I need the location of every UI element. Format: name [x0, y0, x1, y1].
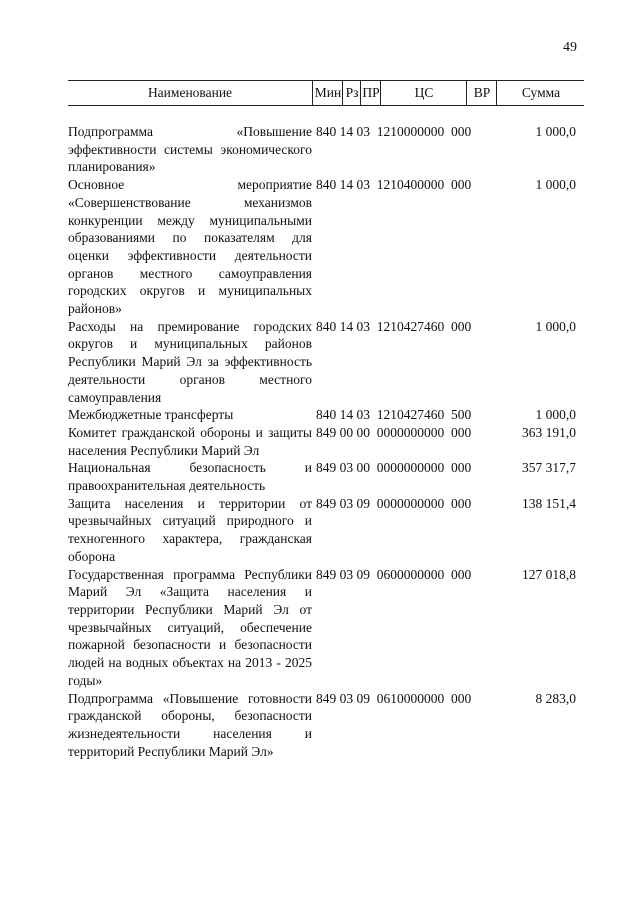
- row-sum: 138 151,4: [522, 495, 576, 511]
- row-name: Национальная безопасность и правоохранительная деятельность: [68, 460, 312, 494]
- table-row: [68, 690, 584, 761]
- row-codes: 849 00 00 0000000000 000: [316, 424, 472, 440]
- table-row: [68, 176, 584, 318]
- header-pr: ПР: [360, 81, 381, 105]
- row-sum: 1 000,0: [535, 124, 576, 139]
- row-codes: 849 03 09 0600000000 000: [316, 566, 472, 582]
- row-sum: 357 317,7: [522, 460, 576, 476]
- row-name: Комитет гражданской обороны и защиты населения Республики Марий Эл: [68, 424, 312, 458]
- row-codes: 849 03 09 0610000000 000: [316, 690, 472, 706]
- header-vr: ВР: [466, 81, 497, 105]
- row-sum: 1 000,0: [535, 407, 576, 423]
- row-sum: 1 000,0: [535, 177, 576, 193]
- header-name: Наименование: [147, 85, 233, 100]
- row-codes: 849 03 00 0000000000 000: [316, 460, 472, 476]
- row-sum: 1 000,0: [535, 318, 576, 334]
- header-rz: Рз: [342, 81, 361, 105]
- header-sum: Сумма: [496, 81, 585, 105]
- row-codes: 840 14 03 1210000000 000: [316, 124, 472, 139]
- table-body: [68, 106, 584, 760]
- row-codes: 840 14 03 1210427460 500: [316, 407, 472, 423]
- table-row: [68, 123, 584, 176]
- row-name: Межбюджетные трансферты: [68, 407, 234, 423]
- budget-table: [68, 80, 584, 760]
- row-sum: 127 018,8: [522, 566, 576, 582]
- row-name: Основное мероприятие «Совершенствование механизмов конкуренции между муниципальными образованиями по показателям для оценки эффективности деятельности органов местного самоуправления городских округов и муниципальных районов»: [68, 177, 312, 317]
- header-cs: ЦС: [380, 81, 467, 105]
- table-row: [68, 424, 584, 459]
- row-codes: 849 03 09 0000000000 000: [316, 495, 472, 511]
- row-name: Подпрограмма «Повышение готовности гражданской обороны, безопасности жизнедеятельности населения и территорий Республики Марий Эл»: [68, 690, 312, 759]
- table-row: [68, 406, 584, 424]
- row-codes: 840 14 03 1210427460 000: [316, 318, 472, 334]
- row-name: Государственная программа Республики Марий Эл «Защита населения и территории Республики Марий Эл от чрезвычайных ситуаций, обеспечение пожарной безопасности и безопасности людей на водных объектах на 2013 - 2025 годы»: [68, 566, 312, 688]
- row-name: Защита населения и территории от чрезвычайных ситуаций природного и техногенного характера, гражданская оборона: [68, 495, 312, 564]
- row-sum: 8 283,0: [535, 690, 576, 706]
- table-header: [68, 80, 584, 106]
- table-row: [68, 495, 584, 566]
- table-row: [68, 318, 584, 407]
- table-row: [68, 459, 584, 494]
- table-row: [68, 566, 584, 690]
- header-min: Мин: [312, 81, 343, 105]
- row-codes: 840 14 03 1210400000 000: [316, 177, 472, 193]
- page-number: 49: [563, 40, 577, 55]
- row-sum: 363 191,0: [522, 424, 576, 440]
- row-name: Расходы на премирование городских округов и муниципальных районов Республики Марий Эл за эффективность деятельности органов местного самоуправления: [68, 318, 312, 405]
- row-name: Подпрограмма «Повышение эффективности системы экономического планирования»: [68, 124, 312, 175]
